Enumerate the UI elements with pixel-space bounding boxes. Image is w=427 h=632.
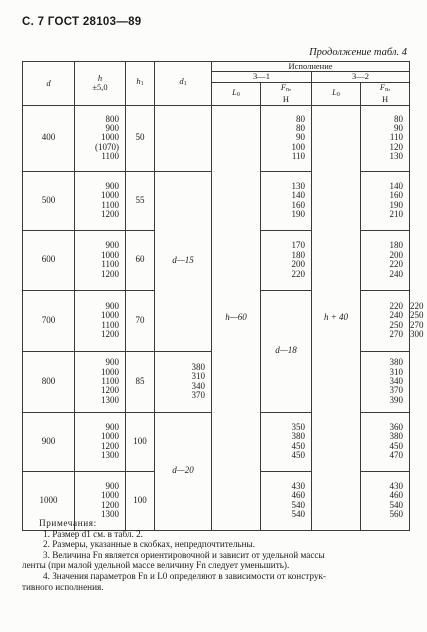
cell-d: 500 — [23, 171, 75, 230]
cell-Fn-exec2 — [361, 230, 410, 290]
cell-Fn2-value: 450 — [389, 440, 404, 451]
cell-Fn1-value: 270 — [389, 329, 404, 340]
cell-Fn2-value: 160 — [389, 190, 404, 201]
cell-d1-empty — [155, 105, 212, 171]
col-header-exec-3-2: 3—2 — [312, 72, 410, 82]
cell-h-value: 1100 — [101, 319, 119, 330]
cell-Fn-exec1 — [261, 105, 312, 171]
cell-h-value: 900 — [105, 421, 119, 432]
cell-Fn2-value: 80 — [394, 113, 404, 124]
cell-Fn2-value: 110 — [389, 132, 404, 143]
cell-Fn1-value: 540 — [291, 499, 305, 510]
cell-Fn1-value: 180 — [291, 249, 305, 260]
cell-Fn1-value: 450 — [291, 450, 305, 461]
table-row — [23, 105, 410, 171]
cell-h — [75, 412, 126, 471]
cell-Fn-exec1 — [361, 290, 410, 351]
cell-Fn2-value: 180 — [389, 240, 404, 251]
cell-Fn1-value: 80 — [296, 123, 305, 134]
cell-d1: d—18 — [261, 290, 312, 412]
col-header-h: h ±5,0 — [75, 62, 126, 106]
cell-d1: d—20 — [155, 412, 212, 530]
cell-h1: 85 — [126, 351, 155, 412]
cell-Fn2-value: 310 — [389, 366, 404, 377]
cell-h1: 70 — [126, 290, 155, 351]
cell-Fn2-value: 130 — [389, 151, 404, 162]
cell-Fn1-value: 140 — [291, 190, 305, 201]
cell-Fn2-value: 470 — [389, 450, 404, 461]
col-header-L0-exec2: L0 — [312, 82, 361, 105]
cell-Fn2-value: 200 — [389, 249, 404, 260]
cell-Fn2-value: 370 — [389, 385, 404, 396]
cell-h-value: 1300 — [101, 394, 119, 405]
table-row: 700 900 1000 1100 1200 70 d—18 220 240 250 270 220 250 270 300 — [23, 290, 410, 351]
cell-h-value: 900 — [105, 357, 119, 368]
cell-h-value: 1100 — [101, 151, 119, 162]
cell-h-value: 1200 — [101, 209, 119, 220]
cell-Fn1-value: 460 — [291, 490, 305, 501]
cell-h1: 100 — [126, 412, 155, 471]
cell-Fn-exec1 — [155, 351, 212, 412]
cell-h1: 55 — [126, 171, 155, 230]
cell-h-value: 1100 — [101, 199, 119, 210]
cell-Fn1-value: 380 — [291, 431, 305, 442]
cell-Fn2-value: 360 — [389, 421, 404, 432]
page-header: С. 7 ГОСТ 28103—89 — [22, 16, 142, 28]
cell-Fn1-value: 370 — [191, 390, 205, 401]
cell-h-value: 900 — [105, 480, 119, 491]
col-header-d: d — [23, 62, 75, 106]
cell-Fn-exec2 — [361, 351, 410, 412]
cell-Fn1-value: 220 — [389, 300, 404, 311]
cell-d1: d—15 — [155, 171, 212, 351]
cell-Fn-exec1 — [261, 230, 312, 290]
cell-h-value: 900 — [105, 240, 119, 251]
note-4a: 4. Значения параметров Fn и L0 определяют в зависимости от конструк- — [43, 570, 326, 581]
cell-Fn-exec1 — [261, 171, 312, 230]
cell-h — [75, 351, 126, 412]
col-header-L0-exec1: L0 — [212, 82, 261, 105]
cell-d: 400 — [23, 105, 75, 171]
cell-Fn1-value: 160 — [291, 199, 305, 210]
notes — [22, 518, 417, 592]
cell-L0-exec2: h + 40 — [312, 105, 361, 530]
cell-Fn1-value: 380 — [191, 361, 205, 372]
col-header-exec-3-1: 3—1 — [212, 72, 312, 82]
note-4b: тивного исполнения. — [22, 581, 104, 592]
cell-h-value: 1300 — [101, 509, 119, 520]
cell-h-value: 900 — [105, 123, 119, 134]
col-header-Fn-exec2: Fn, Н — [361, 82, 410, 105]
cell-Fn1-value: 250 — [389, 319, 404, 330]
cell-Fn-exec2 — [361, 105, 410, 171]
cell-h1: 50 — [126, 105, 155, 171]
cell-h-value: 1200 — [101, 499, 119, 510]
cell-Fn2-value: 460 — [389, 490, 404, 501]
cell-Fn1-value: 190 — [291, 209, 305, 220]
cell-Fn1-value: 110 — [291, 151, 305, 162]
cell-Fn2-value: 340 — [389, 375, 404, 386]
table-continuation-label: Продолжение табл. 4 — [309, 47, 407, 58]
cell-h-value: 1000 — [101, 249, 119, 260]
cell-Fn1-value: 130 — [291, 180, 305, 191]
cell-h-value: 1200 — [101, 440, 119, 451]
note-3a: 3. Величина Fn является ориентировочной и зависит от удельной массы — [43, 549, 325, 560]
cell-h1: 60 — [126, 230, 155, 290]
cell-h — [75, 290, 126, 351]
cell-Fn2-value: 90 — [394, 123, 404, 134]
cell-Fn1-value: 430 — [291, 480, 305, 491]
cell-Fn2-value: 210 — [389, 209, 404, 220]
cell-h — [75, 105, 126, 171]
cell-Fn-exec1 — [261, 412, 312, 471]
col-header-Fn-exec1: Fn, Н — [261, 82, 312, 105]
cell-h-value: 1200 — [101, 329, 119, 340]
cell-Fn-exec2 — [361, 171, 410, 230]
cell-Fn1-value: 200 — [291, 259, 305, 270]
cell-h — [75, 230, 126, 290]
cell-Fn1-value: 220 — [291, 268, 305, 279]
cell-h-value: (1070) — [95, 141, 119, 152]
cell-Fn2-value: 140 — [389, 180, 404, 191]
cell-Fn1-value: 540 — [291, 509, 305, 520]
cell-h-value: 1300 — [101, 450, 119, 461]
cell-Fn2-value: 380 — [389, 357, 404, 368]
cell-Fn-exec2 — [361, 412, 410, 471]
cell-d: 600 — [23, 230, 75, 290]
cell-Fn2-value: 560 — [389, 509, 404, 520]
cell-Fn1-value: 100 — [291, 141, 305, 152]
cell-h-value: 1000 — [101, 132, 119, 143]
cell-h-value: 1000 — [101, 431, 119, 442]
col-header-d1: d1 — [155, 62, 212, 106]
cell-h-value: 1000 — [101, 366, 119, 377]
cell-Fn1-value: 90 — [296, 132, 305, 143]
cell-h-value: 1200 — [101, 268, 119, 279]
cell-Fn1-value: 450 — [291, 440, 305, 451]
cell-Fn1-value: 340 — [191, 380, 205, 391]
cell-Fn2-value: 220 — [389, 259, 404, 270]
cell-h-value: 1100 — [101, 259, 119, 270]
cell-Fn2-value: 390 — [389, 394, 404, 405]
cell-Fn1-value: 310 — [191, 371, 205, 382]
cell-Fn1-value: 350 — [291, 421, 305, 432]
cell-Fn2-value: 540 — [389, 499, 404, 510]
cell-h-value: 900 — [105, 300, 119, 311]
cell-h-value: 1000 — [101, 190, 119, 201]
note-2: 2. Размеры, указанные в скобках, непредпочтительны. — [43, 539, 255, 550]
cell-h — [75, 171, 126, 230]
notes-title: Примечания: — [39, 518, 97, 528]
cell-d: 900 — [23, 412, 75, 471]
cell-h-value: 900 — [105, 180, 119, 191]
cell-Fn2-value: 240 — [389, 268, 404, 279]
cell-h-value: 1100 — [101, 375, 119, 386]
cell-h-value: 800 — [105, 113, 119, 124]
cell-Fn1-value: 240 — [389, 310, 404, 321]
cell-Fn2-value: 190 — [389, 199, 404, 210]
cell-h-value: 1000 — [101, 310, 119, 321]
cell-h1: 100 — [126, 471, 155, 530]
cell-Fn2-value: 120 — [389, 141, 404, 152]
col-header-execution: Исполнение — [212, 62, 410, 72]
cell-d: 800 — [23, 351, 75, 412]
cell-Fn1-value: 170 — [291, 240, 305, 251]
note-1: 1. Размер d1 см. в табл. 2. — [43, 528, 143, 539]
cell-Fn2-value: 430 — [389, 480, 404, 491]
cell-d: 700 — [23, 290, 75, 351]
col-header-h1: h1 — [126, 62, 155, 106]
cell-h-value: 1000 — [101, 490, 119, 501]
cell-L0-exec1: h—60 — [212, 105, 261, 530]
cell-d: 1000 — [23, 471, 75, 530]
dimensions-table — [22, 61, 424, 531]
cell-Fn2-value: 380 — [389, 431, 404, 442]
note-3b: ленты (при малой удельной массе величину Fn следует уменьшить). — [22, 560, 290, 571]
cell-h-value: 1200 — [101, 385, 119, 396]
cell-Fn1-value: 80 — [296, 113, 305, 124]
